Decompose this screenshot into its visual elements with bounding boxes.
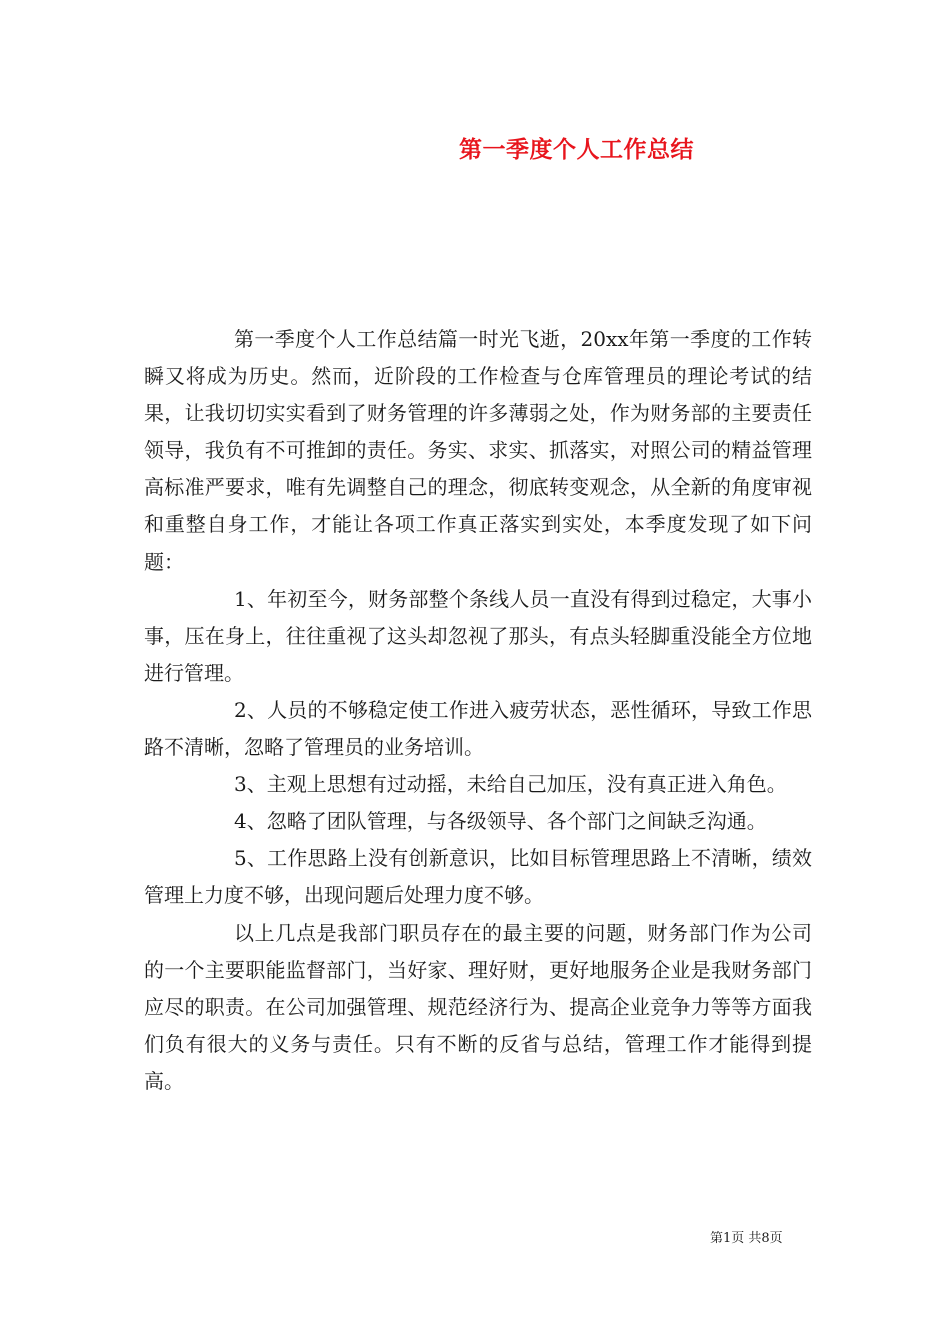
paragraph-conclusion: 以上几点是我部门职员存在的最主要的问题，财务部门作为公司的一个主要职能监督部门，当好家、理好财，更好地服务企业是我财务部门应尽的职责。在公司加强管理、规范经济行为、提高企业竞争力等等方面我们负有很大的义务与责任。只有不断的反省与总结，管理工作才能得到提高。 [144, 920, 812, 1093]
document-body [144, 321, 812, 1100]
paragraph-item-5: 5、工作思路上没有创新意识，比如目标管理思路上不清晰，绩效管理上力度不够，出现问题后处理力度不够。 [144, 846, 812, 908]
paragraph-item-4: 4、忽略了团队管理，与各级领导、各个部门之间缺乏沟通。 [234, 809, 767, 834]
document-title: 第一季度个人工作总结 [459, 136, 694, 163]
paragraph-item-1: 1、年初至今，财务部整个条线人员一直没有得到过稳定，大事小事，压在身上，往往重视了这头却忽视了那头，有点头轻脚重没能全方位地进行管理。 [144, 586, 812, 685]
page-number-footer: 第1页 共8页 [710, 1231, 783, 1246]
paragraph-item-3: 3、主观上思想有过动摇，未给自己加压，没有真正进入角色。 [234, 772, 787, 797]
paragraph-item-2: 2、人员的不够稳定使工作进入疲劳状态，恶性循环，导致工作思路不清晰，忽略了管理员的业务培训。 [144, 697, 812, 760]
paragraph-intro: 第一季度个人工作总结篇一时光飞逝，20xx年第一季度的工作转瞬又将成为历史。然而，近阶段的工作检查与仓库管理员的理论考试的结果，让我切切实实看到了财务管理的许多薄弱之处，作为财务部的主要责任领导，我负有不可推卸的责任。务实、求实、抓落实，对照公司的精益管理高标准严要求，唯有先调整自己的理念，彻底转变观念，从全新的角度审视和重整自身工作，才能让各项工作真正落实到实处，本季度发现了如下问题： [144, 327, 812, 574]
